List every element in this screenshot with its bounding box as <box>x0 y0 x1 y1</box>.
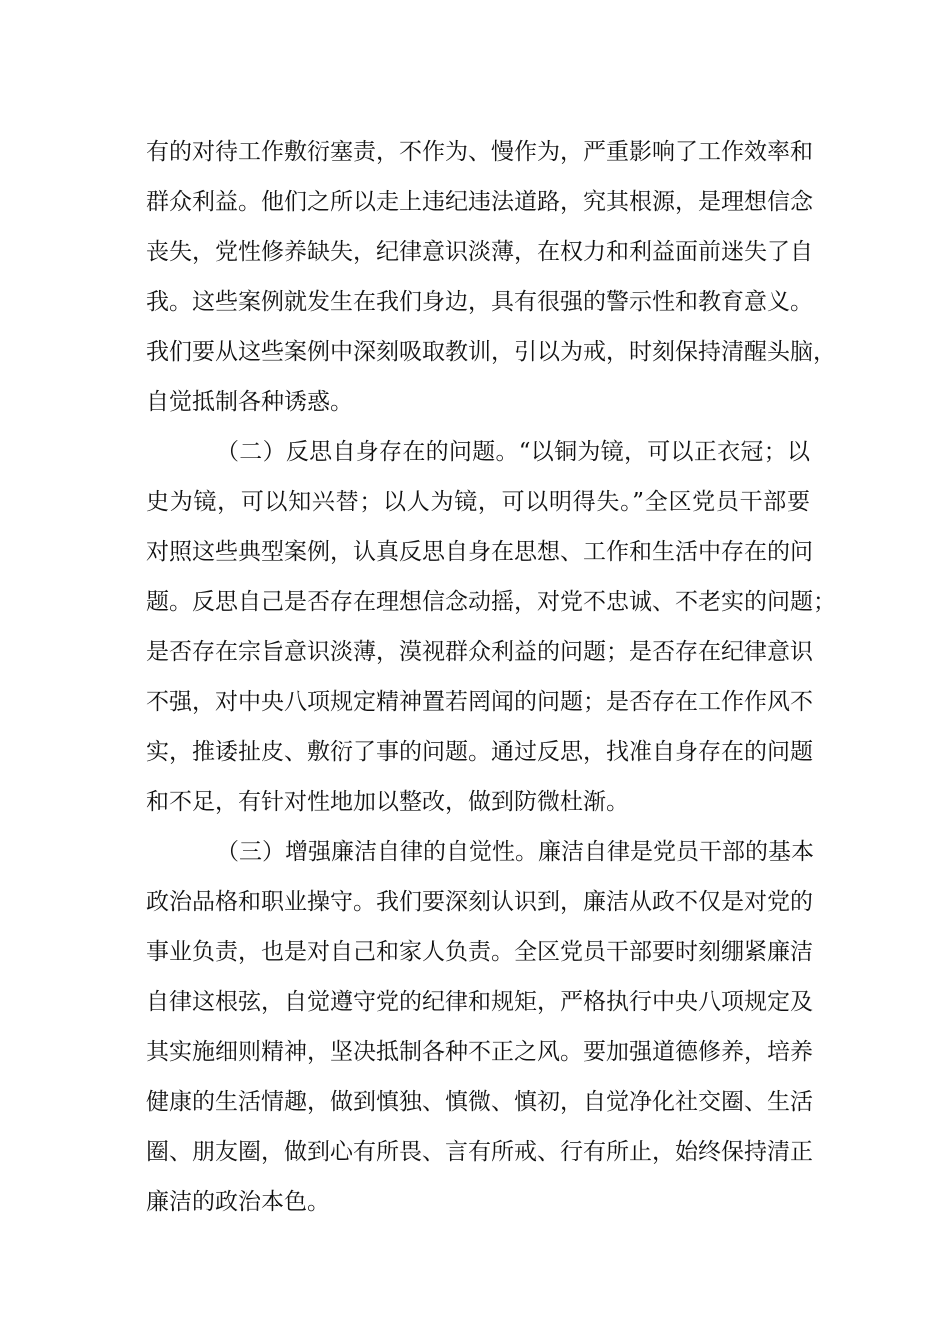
section-heading-line: （三）增强廉洁自律的自觉性。廉洁自律是党员干部的基本 <box>216 839 814 865</box>
paragraph-integrity-discipline <box>146 827 814 1227</box>
text-line: 和不足，有针对性地加以整改，做到防微杜渐。 <box>146 789 629 815</box>
text-line: 健康的生活情趣，做到慎独、慎微、慎初，自觉净化社交圈、生活 <box>146 1089 813 1115</box>
text-line: 对照这些典型案例，认真反思自身在思想、工作和生活中存在的问 <box>146 539 813 565</box>
text-line: 圈、朋友圈，做到心有所畏、言有所戒、行有所止，始终保持清正 <box>146 1139 813 1165</box>
paragraph-self-reflection <box>146 427 836 827</box>
document-body <box>146 127 836 1227</box>
text-line: 史为镜，可以知兴替；以人为镜，可以明得失。”全区党员干部要 <box>146 489 810 515</box>
text-line: 其实施细则精神，坚决抵制各种不正之风。要加强道德修养，培养 <box>146 1039 813 1065</box>
text-line: 题。反思自己是否存在理想信念动摇，对党不忠诚、不老实的问题； <box>146 589 836 615</box>
text-line: 廉洁的政治本色。 <box>146 1189 330 1215</box>
text-line: 有的对待工作敷衍塞责，不作为、慢作为，严重影响了工作效率和 <box>146 139 813 165</box>
text-line: 我们要从这些案例中深刻吸取教训，引以为戒，时刻保持清醒头脑， <box>146 339 836 365</box>
text-line: 我。这些案例就发生在我们身边，具有很强的警示性和教育意义。 <box>146 289 813 315</box>
text-line: 政治品格和职业操守。我们要深刻认识到，廉洁从政不仅是对党的 <box>146 889 813 915</box>
text-line: 自觉抵制各种诱惑。 <box>146 389 353 415</box>
text-line: 是否存在宗旨意识淡薄，漠视群众利益的问题；是否存在纪律意识 <box>146 639 813 665</box>
text-line: 实，推诿扯皮、敷衍了事的问题。通过反思，找准自身存在的问题 <box>146 739 813 765</box>
paragraph-case-lessons <box>146 127 836 427</box>
text-line: 事业负责，也是对自己和家人负责。全区党员干部要时刻绷紧廉洁 <box>146 939 813 965</box>
text-line: 自律这根弦，自觉遵守党的纪律和规矩，严格执行中央八项规定及 <box>146 989 813 1015</box>
text-line: 不强，对中央八项规定精神置若罔闻的问题；是否存在工作作风不 <box>146 689 813 715</box>
section-heading-line: （二）反思自身存在的问题。“以铜为镜，可以正衣冠；以 <box>216 439 810 465</box>
text-line: 群众利益。他们之所以走上违纪违法道路，究其根源，是理想信念 <box>146 189 813 215</box>
text-line: 丧失，党性修养缺失，纪律意识淡薄，在权力和利益面前迷失了自 <box>146 239 813 265</box>
